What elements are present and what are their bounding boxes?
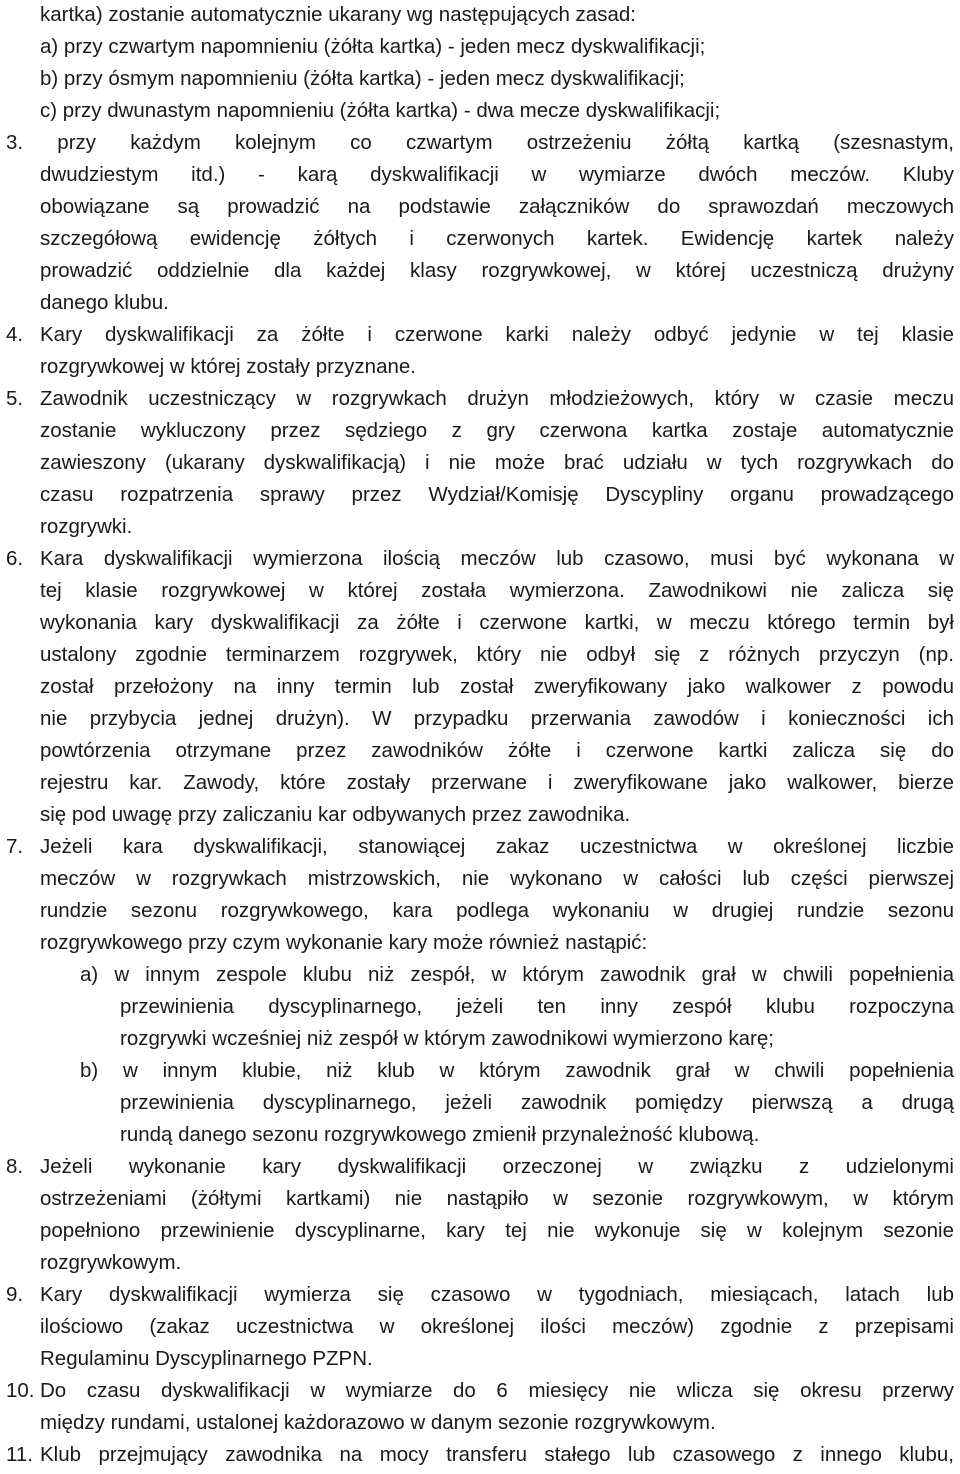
text-line: a) przy czwartym napomnieniu (żółta kartka) - jeden mecz dyskwalifikacji; (40, 35, 706, 58)
text-line: przewinienia dyscyplinarnego, jeżeli ten inny zespół klubu rozpoczyna (120, 995, 954, 1018)
text-line: danego klubu. (40, 291, 169, 314)
text-line: prowadzić oddzielnie dla każdej klasy rozgrywkowej, w której uczestniczą drużyny (40, 259, 954, 282)
text-line: wykonania kary dyskwalifikacji za żółte i czerwone kartki, w meczu którego termin był (40, 611, 954, 634)
text-line: c) przy dwunastym napomnieniu (żółta kartka) - dwa mecze dyskwalifikacji; (40, 99, 721, 122)
item-number: 8. (6, 1155, 24, 1178)
item-number: 7. (6, 835, 24, 858)
text-line: zostanie wykluczony przez sędziego z gry czerwona kartka zostaje automatycznie (40, 419, 954, 442)
text-line: Kary dyskwalifikacji wymierza się czasowo w tygodniach, miesiącach, latach lub (40, 1283, 954, 1306)
item-number: 6. (6, 547, 24, 570)
text-line: b) w innym klubie, niż klub w którym zawodnik grał w chwili popełnienia (80, 1059, 954, 1082)
text-line: Jeżeli wykonanie kary dyskwalifikacji orzeczonej w związku z udzielonymi (40, 1155, 954, 1178)
text-line: przewinienia dyscyplinarnego, jeżeli zawodnik pomiędzy pierwszą a drugą (120, 1091, 954, 1114)
text-line: b) przy ósmym napomnieniu (żółta kartka) - jeden mecz dyskwalifikacji; (40, 67, 685, 90)
text-line: popełniono przewinienie dyscyplinarne, kary tej nie wykonuje się w kolejnym sezonie (40, 1219, 954, 1242)
text-line: szczegółową ewidencję żółtych i czerwonych kartek. Ewidencję kartek należy (40, 227, 954, 250)
text-line: Kara dyskwalifikacji wymierzona ilością meczów lub czasowo, musi być wykonana w (40, 547, 954, 570)
text-line: powtórzenia otrzymane przez zawodników żółte i czerwone kartki zalicza się do (40, 739, 954, 762)
item-number: 4. (6, 323, 24, 346)
text-line: ilościowo (zakaz uczestnictwa w określonej ilości meczów) zgodnie z przepisami (40, 1315, 954, 1338)
text-line: rozgrywkowej w której zostały przyznane. (40, 355, 416, 378)
item-number: 5. (6, 387, 24, 410)
text-line: został przełożony na inny termin lub został zweryfikowany jako walkower z powodu (40, 675, 954, 698)
text-line: rundą danego sezonu rozgrywkowego zmienił przynależność klubową. (120, 1123, 760, 1146)
text-line: kartka) zostanie automatycznie ukarany wg następujących zasad: (40, 3, 636, 26)
text-line: rozgrywki wcześniej niż zespół w którym zawodnikowi wymierzono karę; (120, 1027, 774, 1050)
text-line: rozgrywki. (40, 515, 133, 538)
item-number: 9. (6, 1283, 24, 1306)
text-line: Zawodnik uczestniczący w rozgrywkach drużyn młodzieżowych, który w czasie meczu (40, 387, 954, 410)
text-line: Klub przejmujący zawodnika na mocy transferu stałego lub czasowego z innego klubu, (40, 1443, 954, 1466)
text-line: rozgrywkowego przy czym wykonanie kary może również nastąpić: (40, 931, 648, 954)
text-line: czasu rozpatrzenia sprawy przez Wydział/Komisję Dyscypliny organu prowadzącego (40, 483, 954, 506)
text-line: Jeżeli kara dyskwalifikacji, stanowiącej zakaz uczestnictwa w określonej liczbie (40, 835, 954, 858)
text-line: ostrzeżeniami (żółtymi kartkami) nie nastąpiło w sezonie rozgrywkowym, w którym (40, 1187, 954, 1210)
text-line: tej klasie rozgrywkowej w której została wymierzona. Zawodnikowi nie zalicza się (40, 579, 954, 602)
text-line: rejestru kar. Zawody, które zostały przerwane i zweryfikowane jako walkower, bierze (40, 771, 954, 794)
item-number: 11. (6, 1443, 33, 1466)
text-line: Do czasu dyskwalifikacji w wymiarze do 6 miesięcy nie wlicza się okresu przerwy (40, 1379, 954, 1402)
text-line: meczów w rozgrywkach mistrzowskich, nie wykonano w całości lub części pierwszej (40, 867, 954, 890)
text-line: a) w innym zespole klubu niż zespół, w którym zawodnik grał w chwili popełnienia (80, 963, 954, 986)
text-line: ustalony zgodnie terminarzem rozgrywek, który nie odbył się z różnych przyczyn (np. (40, 643, 954, 666)
text-line: zawieszony (ukarany dyskwalifikacją) i nie może brać udziału w tych rozgrywkach do (40, 451, 954, 474)
text-line: Regulaminu Dyscyplinarnego PZPN. (40, 1347, 373, 1370)
text-line: dwudziestym itd.) - karą dyskwalifikacji w wymiarze dwóch meczów. Kluby (40, 163, 954, 186)
text-line: rozgrywkowym. (40, 1251, 182, 1274)
item-number: 10. (6, 1379, 35, 1402)
text-line: 3. przy każdym kolejnym co czwartym ostrzeżeniu żółtą kartką (szesnastym, (6, 131, 954, 154)
text-line: między rundami, ustalonej każdorazowo w danym sezonie rozgrywkowym. (40, 1411, 716, 1434)
text-line: nie przybycia jednej drużyn). W przypadku przerwania zawodów i konieczności ich (40, 707, 954, 730)
text-line: rundzie sezonu rozgrywkowego, kara podlega wykonaniu w drugiej rundzie sezonu (40, 899, 954, 922)
text-line: obowiązane są prowadzić na podstawie załączników do sprawozdań meczowych (40, 195, 954, 218)
text-line: się pod uwagę przy zaliczaniu kar odbywanych przez zawodnika. (40, 803, 631, 826)
text-line: Kary dyskwalifikacji za żółte i czerwone karki należy odbyć jedynie w tej klasie (40, 323, 954, 346)
